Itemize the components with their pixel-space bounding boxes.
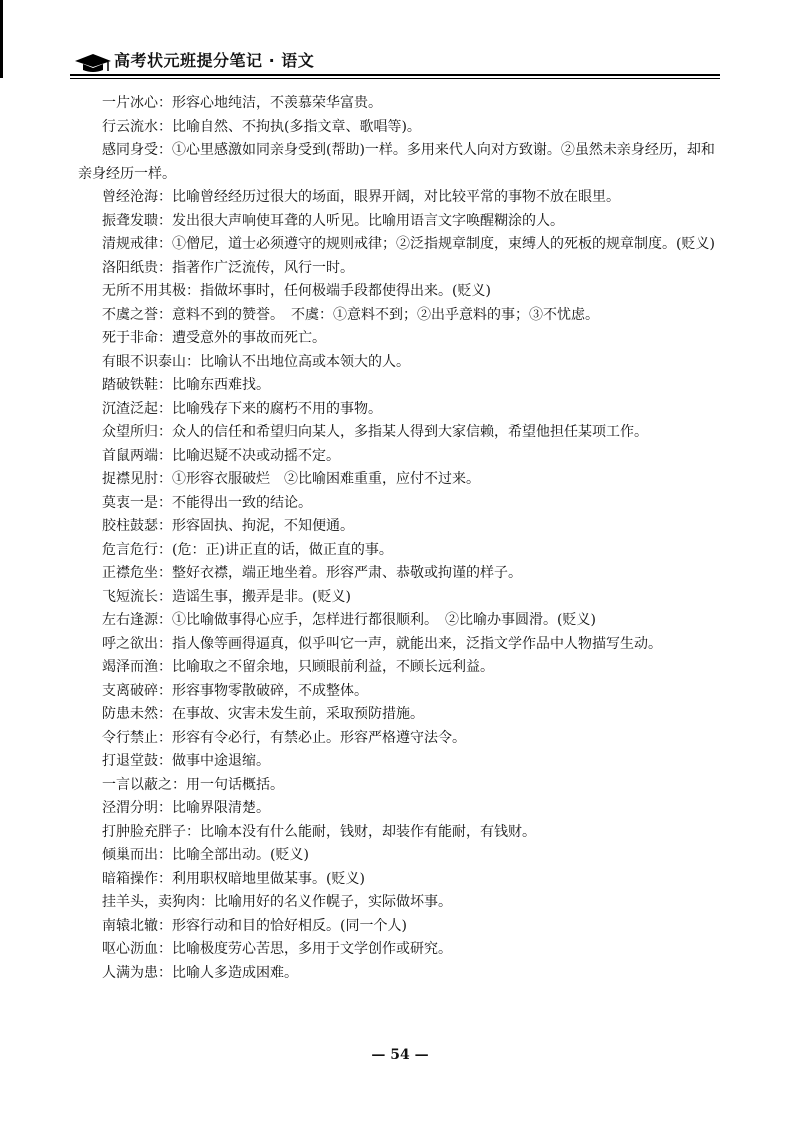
idiom-entry: 防患未然：在事故、灾害未发生前，采取预防措施。 xyxy=(102,706,424,722)
idiom-entry: 感同身受：①心里感激如同亲身受到(帮助)一样。多用来代人向对方致谢。②虽然未亲身经历，却和亲身经历一样。 xyxy=(78,142,715,182)
idiom-entry: 死于非命：遭受意外的事故而死亡。 xyxy=(102,330,326,346)
idiom-entry: 飞短流长：造谣生事，搬弄是非。(贬义) xyxy=(102,588,351,605)
idiom-entry: 众望所归：众人的信任和希望归向某人，多指某人得到大家信赖，希望他担任某项工作。 xyxy=(102,424,648,440)
page-number: — 54 — xyxy=(371,1047,429,1063)
idiom-entry: 洛阳纸贵：指著作广泛流传，风行一时。 xyxy=(102,259,354,276)
idiom-list xyxy=(78,92,728,985)
idiom-entry: 无所不用其极：指做坏事时，任何极端手段都使得出来。(贬义) xyxy=(102,283,491,299)
idiom-entry: 不虞之誉：意料不到的赞誉。 不虞：①意料不到；②出乎意料的事；③不忧虑。 xyxy=(102,306,599,323)
header-rule xyxy=(70,74,720,76)
idiom-entry: 左右逢源：①比喻做事得心应手，怎样进行都很顺利。 ②比喻办事圆滑。(贬义) xyxy=(102,612,596,628)
header-rule-thin xyxy=(70,78,720,79)
idiom-entry: 行云流水：比喻自然、不拘执(多指文章、歌唱等)。 xyxy=(102,118,421,135)
idiom-entry: 呼之欲出：指人像等画得逼真，似乎叫它一声，就能出来，泛指文学作品中人物描写生动。 xyxy=(102,635,662,652)
idiom-entry: 竭泽而渔：比喻取之不留余地，只顾眼前利益，不顾长远利益。 xyxy=(102,659,494,675)
idiom-entry: 莫衷一是：不能得出一致的结论。 xyxy=(102,494,312,511)
idiom-entry: 南辕北辙：形容行动和目的恰好相反。(同一个人) xyxy=(102,917,407,934)
idiom-entry: 一片冰心：形容心地纯洁，不羡慕荣华富贵。 xyxy=(102,95,382,111)
idiom-entry: 人满为患：比喻人多造成困难。 xyxy=(102,964,298,981)
idiom-entry: 胶柱鼓瑟：形容固执、拘泥，不知便通。 xyxy=(102,518,354,534)
idiom-entry: 呕心沥血：比喻极度劳心苦思，多用于文学创作或研究。 xyxy=(102,941,452,957)
page-edge-rule xyxy=(0,0,3,78)
idiom-entry: 振聋发聩：发出很大声响使耳聋的人听见。比喻用语言文字唤醒糊涂的人。 xyxy=(102,212,564,229)
idiom-entry: 有眼不识泰山：比喻认不出地位高或本领大的人。 xyxy=(102,353,410,370)
idiom-entry: 打肿脸充胖子：比喻本没有什么能耐，钱财，却装作有能耐，有钱财。 xyxy=(102,823,536,840)
page-header xyxy=(70,46,720,82)
idiom-entry: 踏破铁鞋：比喻东西难找。 xyxy=(102,377,270,393)
idiom-entry: 一言以蔽之：用一句话概括。 xyxy=(102,776,284,793)
idiom-entry: 暗箱操作：利用职权暗地里做某事。(贬义) xyxy=(102,870,365,887)
idiom-entry: 支离破碎：形容事物零散破碎，不成整体。 xyxy=(102,682,368,699)
idiom-entry: 清规戒律：①僧尼，道士必须遵守的规则戒律；②泛指规章制度，束缚人的死板的规章制度。(贬义) xyxy=(102,236,715,252)
idiom-entry: 挂羊头，卖狗肉：比喻用好的名义作幌子，实际做坏事。 xyxy=(102,894,452,910)
idiom-entry: 危言危行：(危：正)讲正直的话，做正直的事。 xyxy=(102,541,393,558)
idiom-entry: 捉襟见肘：①形容衣服破烂 ②比喻困难重重，应付不过来。 xyxy=(102,471,480,487)
idiom-entry: 曾经沧海：比喻曾经经历过很大的场面，眼界开阔，对比较平常的事物不放在眼里。 xyxy=(102,189,620,205)
idiom-entry: 打退堂鼓：做事中途退缩。 xyxy=(102,753,270,769)
idiom-entry: 泾渭分明：比喻界限清楚。 xyxy=(102,800,270,816)
idiom-entry: 令行禁止：形容有令必行，有禁必止。形容严格遵守法令。 xyxy=(102,729,466,746)
idiom-entry: 沉渣泛起：比喻残存下来的腐朽不用的事物。 xyxy=(102,400,382,417)
graduation-cap-icon xyxy=(74,52,112,74)
idiom-entry: 倾巢而出：比喻全部出动。(贬义) xyxy=(102,847,309,863)
idiom-entry: 首鼠两端：比喻迟疑不决或动摇不定。 xyxy=(102,447,340,464)
idiom-entry: 正襟危坐：整好衣襟，端正地坐着。形容严肃、恭敬或拘谨的样子。 xyxy=(102,565,522,581)
header-title: 高考状元班提分笔记 · 语文 xyxy=(114,51,315,70)
